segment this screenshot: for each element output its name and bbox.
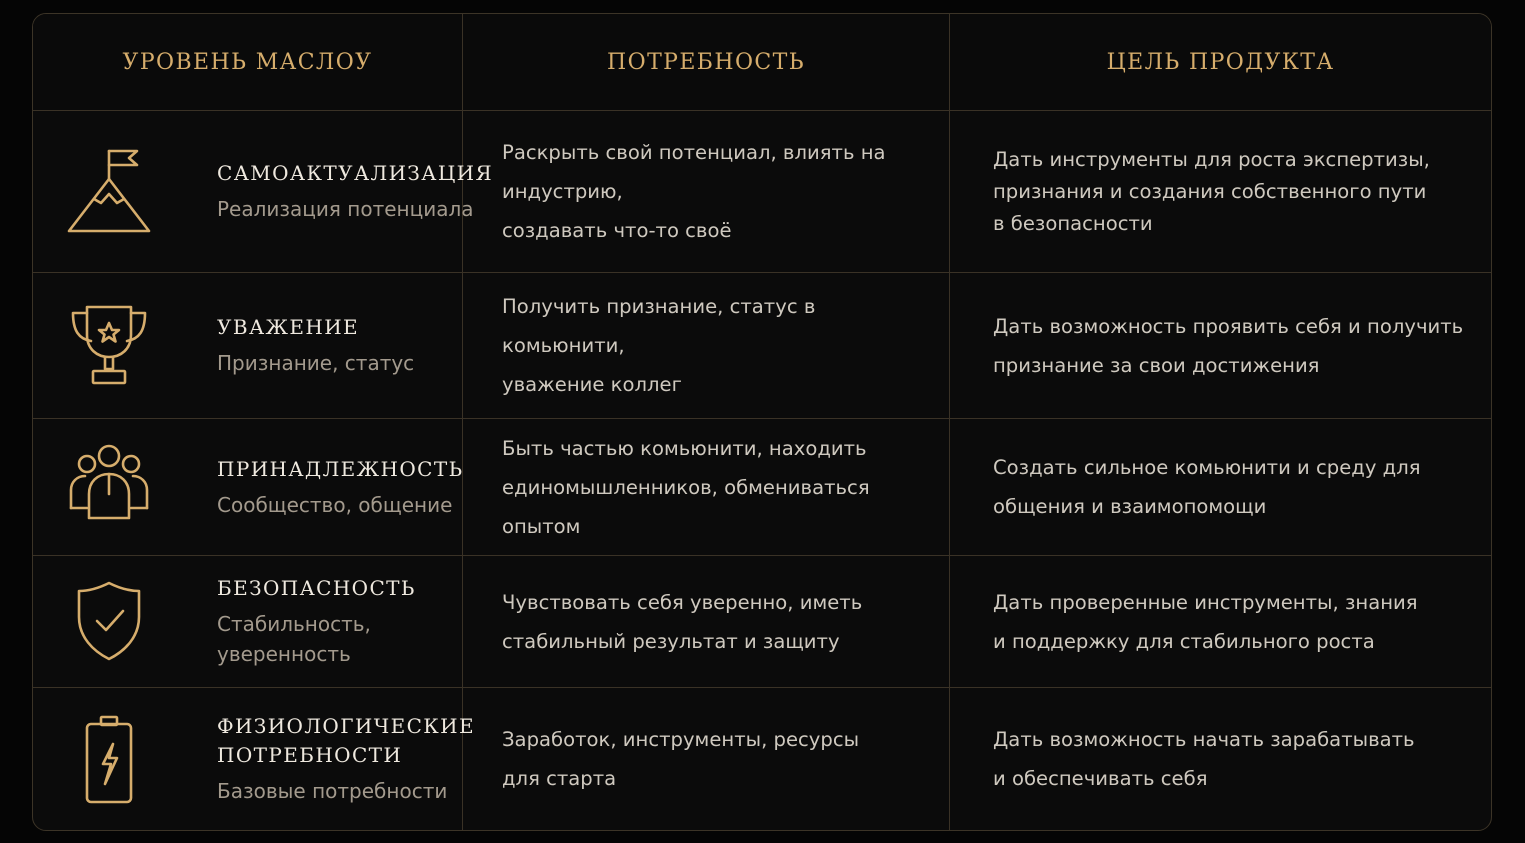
level-title: ФИЗИОЛОГИЧЕСКИЕ ПОТРЕБНОСТИ [217, 714, 475, 767]
level-title: ПРИНАДЛЕЖНОСТЬ [217, 456, 464, 481]
level-subtitle: Реализация потенциала [217, 197, 474, 221]
level-subtitle: Стабильность, уверенность [217, 612, 371, 666]
need-text: Заработок, инструменты, ресурсы для старта [463, 688, 950, 830]
level-title: БЕЗОПАСНОСТЬ [217, 576, 416, 600]
goal-text: Дать инструменты для роста экспертизы, признания и создания собственного пути в безопасности [950, 111, 1491, 273]
header-need: ПОТРЕБНОСТЬ [463, 14, 950, 111]
mountain-flag-icon [67, 147, 151, 237]
level-title: САМОАКТУАЛИЗАЦИЯ [217, 161, 494, 185]
goal-text: Дать возможность начать зарабатывать и обеспечивать себя [993, 728, 1415, 790]
level-subtitle: Базовые потребности [217, 779, 448, 803]
shield-check-icon [67, 577, 151, 667]
level-subtitle: Признание, статус [217, 351, 415, 375]
people-group-icon [67, 442, 151, 532]
level-cell-physiological [33, 688, 475, 830]
level-cell-self-actualization [33, 111, 494, 273]
level-title: УВАЖЕНИЕ [217, 315, 360, 339]
goal-text: Создать сильное комьюнити и среду для общения и взаимопомощи [950, 419, 1491, 556]
battery-bolt-icon [67, 714, 151, 804]
need-text: Получить признание, статус в комьюнити, уважение коллег [463, 273, 950, 419]
level-cell-safety [33, 556, 463, 688]
header-goal: ЦЕЛЬ ПРОДУКТА [950, 14, 1491, 111]
goal-text: Дать возможность проявить себя и получить признание за свои достижения [950, 273, 1491, 419]
maslow-grid [33, 14, 1491, 830]
header-level: УРОВЕНЬ МАСЛОУ [33, 14, 463, 111]
trophy-icon [67, 301, 151, 391]
maslow-table [32, 13, 1492, 831]
need-text: Быть частью комьюнити, находить единомышленников, обмениваться опытом [463, 419, 950, 556]
goal-text: Дать проверенные инструменты, знания и поддержку для стабильного роста [950, 556, 1491, 688]
need-text: Чувствовать себя уверенно, иметь стабильный результат и защиту [463, 556, 950, 688]
need-text: Раскрыть свой потенциал, влиять на индустрию, создавать что-то своё [463, 111, 950, 273]
level-cell-belonging [33, 419, 463, 556]
level-subtitle: Сообщество, общение [217, 492, 453, 517]
level-cell-esteem [33, 273, 463, 419]
